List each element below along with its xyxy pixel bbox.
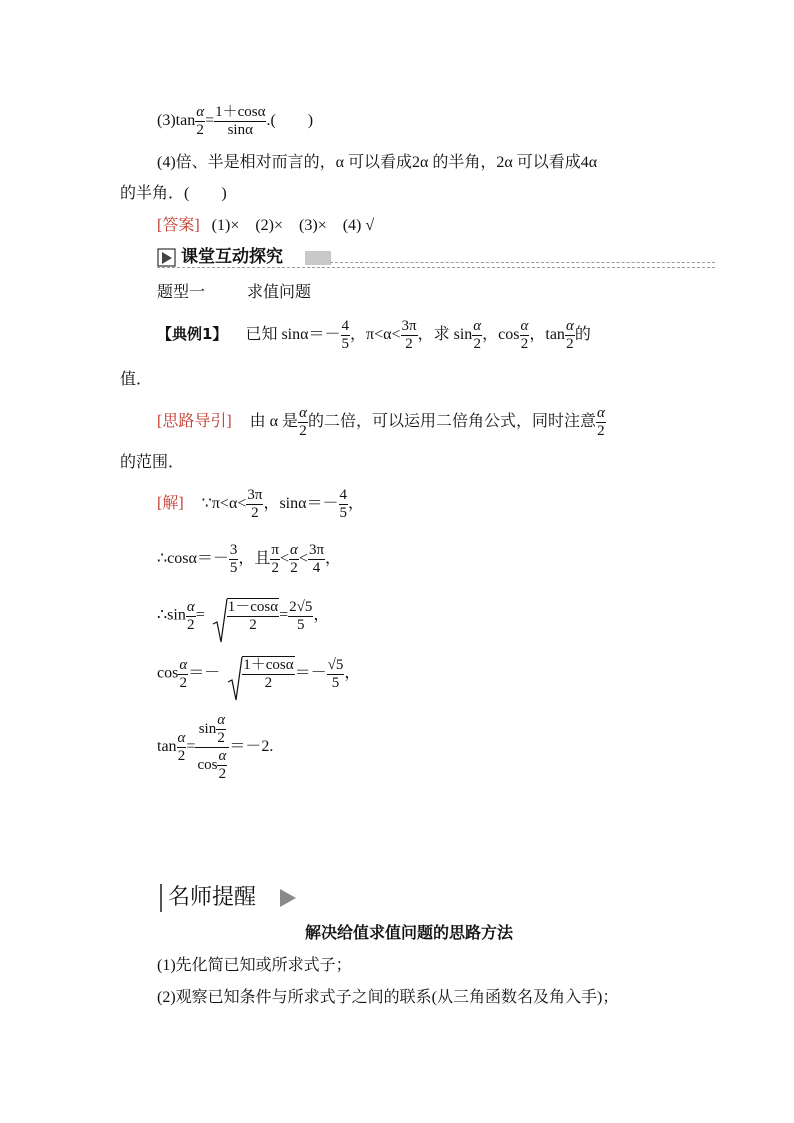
example-1-continued: 值．	[120, 371, 153, 388]
section-divider-lower	[157, 267, 715, 268]
solution-line-4: cos $\frac{\alpha}{2}$ ＝－ $\frac{1+\cos\alpha}{2}$ ＝－ $\frac{√5}{5}$ ，	[157, 656, 360, 692]
hint-line: [思路导引] 由 α 是 $\frac{\alpha}{2}$ 的二倍，可以运用二倍角公式，同时注意 $\frac{\alpha}{2}$	[157, 405, 605, 439]
play-icon	[157, 248, 177, 268]
section-bar	[305, 251, 331, 265]
answer-tag: [答案]	[157, 217, 200, 234]
sqrt-sign: $\frac{1+\cos\alpha}{2}$	[228, 656, 294, 692]
alpha-over-2: $\frac{\alpha}{2}$	[196, 104, 205, 138]
example-1: 【典例1】 已知 sinα＝－ $\frac{4}{5}$ ，π<α< $\frac{3\pi}{2}$ ，求 sin $\frac{\alpha}{2}$ ，cos $\frac{\alpha}{2}$ ，tan $\frac{\alpha}{2}$ 的	[157, 318, 591, 352]
item-3-fraction: $\frac{1+\cos\alpha}{\sin\alpha}$	[215, 104, 266, 138]
solution-line-1: [解] ∵π<α< $\frac{3\pi}{2}$ ，sinα＝－ $\frac{4}{5}$ ，	[157, 487, 365, 521]
example-tag: 【典例1】	[157, 325, 228, 344]
section-divider	[330, 262, 715, 263]
tip-title: 名师提醒	[168, 885, 257, 910]
tan-half-fraction: sin $\frac{\alpha}{2}$ cos $\frac{\alpha}{2}$	[195, 712, 229, 783]
solution-line-3: ∴sin $\frac{\alpha}{2}$ = $\frac{1-\cos\alpha}{2}$ = $\frac{2√5}{5}$ ，	[157, 598, 329, 634]
type-heading: 题型一 求值问题	[157, 284, 312, 301]
answer-line	[157, 218, 374, 234]
item-3: (3)tan $\frac{\alpha}{2}$ = $\frac{1+\cos\alpha}{\sin\alpha}$ .( )	[157, 104, 314, 138]
tip-heading: 解决给值求值问题的思路方法	[305, 925, 514, 942]
tip-item-1: (1)先化简已知或所求式子；	[157, 957, 352, 974]
hint-continued: 的范围．	[120, 454, 185, 471]
tip-item-2: (2)观察已知条件与所求式子之间的联系(从三角函数名及角入手)；	[157, 989, 619, 1006]
section-title: 课堂互动探究	[181, 247, 283, 267]
solution-line-5: tan $\frac{\alpha}{2}$ = sin $\frac{\alpha}{2}$ cos $\frac{\alpha}{2}$ ＝－2.	[157, 712, 274, 782]
sqrt-sign: $\frac{1-\cos\alpha}{2}$	[213, 598, 279, 634]
item-4-continued: 的半角．( )	[120, 185, 227, 202]
tip-bar	[160, 884, 162, 912]
solution-line-2: ∴cosα＝－ $\frac{3}{5}$ ，且 $\frac{\pi}{2}$ < $\frac{\alpha}{2}$ < $\frac{3\pi}{4}$ ，	[157, 542, 342, 576]
item-4: (4)倍、半是相对而言的，α 可以看成2α 的半角，2α 可以看成4α	[157, 154, 598, 171]
arrow-right-icon	[278, 888, 298, 908]
hint-tag: [思路导引]	[157, 413, 232, 431]
solution-tag: [解]	[157, 495, 184, 513]
answer-text: (1)× (2)× (3)× (4) √	[211, 217, 375, 234]
